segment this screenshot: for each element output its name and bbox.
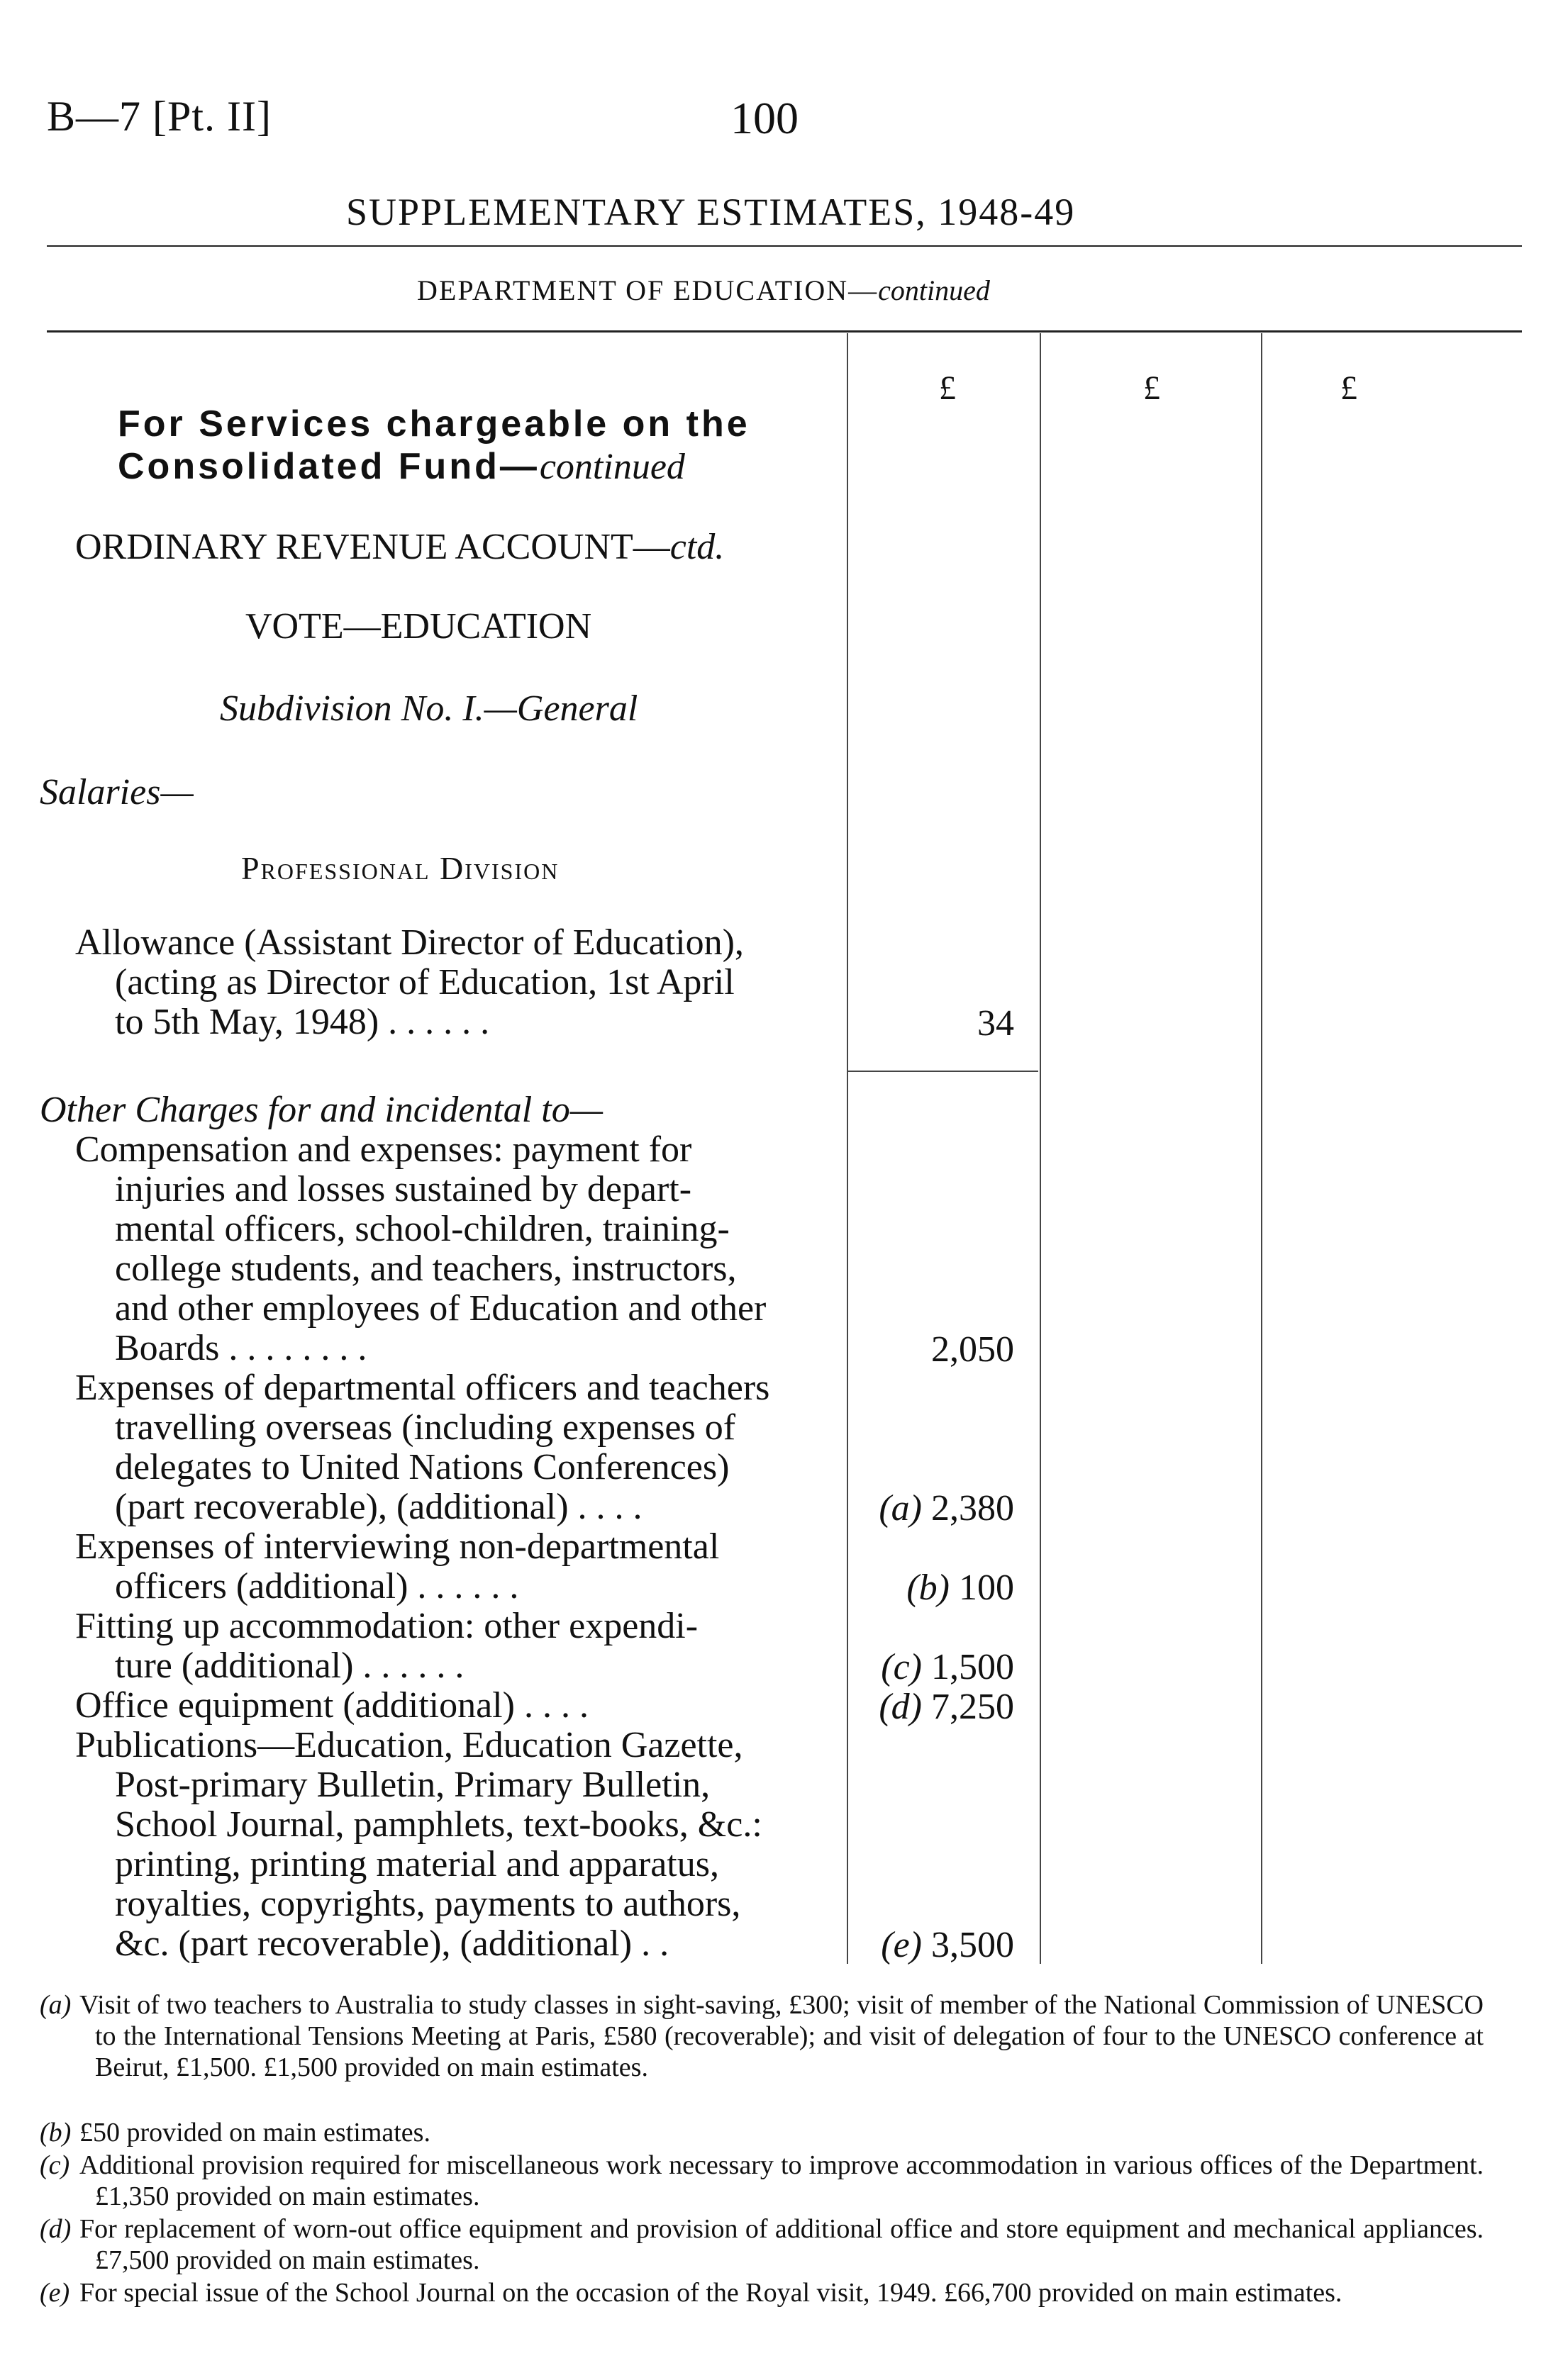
amount-value: (d) 7,250 <box>879 1687 1014 1727</box>
page-title: SUPPLEMENTARY ESTIMATES, 1948-49 <box>346 191 1076 233</box>
line-item: Office equipment (additional) . . . . <box>75 1685 589 1726</box>
footnote-text: Additional provision required for miscellaneous work necessary to improve accommodation in various offices of the Department. £1,350 provided on main estimates. <box>79 2150 1484 2211</box>
footnote-label: (a) <box>40 1990 72 2020</box>
footnote <box>40 2150 1484 2212</box>
footnote-ref: (b) <box>906 1568 950 1608</box>
footnote-text: Visit of two teachers to Australia to study classes in sight-saving, £300; visit of member of the National Commission of UNESCO to the International Tensions Meeting at Paris, £580 (recoverable); and visit of delegation of four to the UNESCO conference at Beirut, £1,500. £1,500 provided on main estimates. <box>79 1990 1484 2082</box>
column-rule <box>847 333 848 1964</box>
amount-value: 2,050 <box>931 1329 1014 1370</box>
column-rule <box>1040 333 1041 1964</box>
footnote <box>40 1989 1484 2083</box>
line-item: Publications—Education, Education Gazette, Post-primary Bulletin, Primary Bulletin, School Journal, pamphlets, text-books, &c.: printing, printing material and apparatus, royalties, copyrights, payments to authors, &c. (part recoverable), (additional) . . <box>75 1725 762 1964</box>
amount-value: (e) 3,500 <box>881 1925 1014 1965</box>
footnote <box>40 2117 1484 2148</box>
currency-header: £ <box>1143 369 1160 407</box>
department-continued: continued <box>878 274 990 306</box>
vote-heading: VOTE—EDUCATION <box>245 606 592 647</box>
account-heading: ORDINARY REVENUE ACCOUNT—ctd. <box>75 527 725 567</box>
currency-header: £ <box>939 369 956 407</box>
footnote-ref: (c) <box>881 1647 922 1687</box>
footnote-label: (b) <box>40 2118 72 2147</box>
subtotal-rule <box>848 1071 1038 1072</box>
footnote-text: For special issue of the School Journal on the occasion of the Royal visit, 1949. £66,700 provided on main estimates. <box>79 2278 1342 2308</box>
department-name: DEPARTMENT OF EDUCATION <box>417 274 849 306</box>
footnote-text: £50 provided on main estimates. <box>79 2118 430 2147</box>
divider <box>47 245 1522 247</box>
line-item: Allowance (Assistant Director of Education), (acting as Director of Education, 1st April to 5th May, 1948) . . . . . . <box>75 922 744 1042</box>
line-item: Fitting up accommodation: other expendi- ture (additional) . . . . . . <box>75 1606 699 1686</box>
other-charges-heading: Other Charges for and incidental to— <box>40 1090 603 1130</box>
footnote <box>40 2213 1484 2276</box>
currency-header: £ <box>1340 369 1357 407</box>
section-reference: B—7 [Pt. II] <box>47 93 272 140</box>
divider <box>47 330 1522 333</box>
amount-value: (c) 1,500 <box>881 1647 1014 1687</box>
footnote-label: (d) <box>40 2214 72 2244</box>
footnote-text: For replacement of worn-out office equipment and provision of additional office and store equipment and mechanical appliances. £7,500 provided on main estimates. <box>79 2214 1484 2275</box>
footnote-ref: (e) <box>881 1925 922 1965</box>
services-heading: For Services chargeable on the Consolidated Fund—continued <box>118 403 750 487</box>
page-number: 100 <box>730 93 799 143</box>
column-rule <box>1261 333 1262 1964</box>
footnote <box>40 2277 1484 2308</box>
subdivision-heading: Subdivision No. I.—General <box>220 688 638 729</box>
amount-value: 34 <box>977 1003 1014 1044</box>
footnote-label: (c) <box>40 2150 70 2180</box>
division-heading: Professional Division <box>241 850 560 886</box>
footnote-ref: (d) <box>879 1687 922 1727</box>
salaries-heading: Salaries— <box>40 772 194 812</box>
amount-value: (a) 2,380 <box>879 1488 1014 1529</box>
line-item: Expenses of interviewing non-departmental officers (additional) . . . . . . <box>75 1526 720 1607</box>
footnote-ref: (a) <box>879 1488 922 1529</box>
amount-value: (b) 100 <box>906 1568 1014 1608</box>
footnote-label: (e) <box>40 2278 70 2308</box>
line-item: Compensation and expenses: payment for injuries and losses sustained by depart- mental officers, school-children, training- college students, and teachers, instructors, and other employees of Education and other Boards . . . . . . . . <box>75 1129 767 1368</box>
line-item: Expenses of departmental officers and teachers travelling overseas (including expenses of delegates to United Nations Conferences) (part recoverable), (additional) . . . . <box>75 1368 770 1527</box>
department-heading: DEPARTMENT OF EDUCATION—continued <box>417 274 990 306</box>
